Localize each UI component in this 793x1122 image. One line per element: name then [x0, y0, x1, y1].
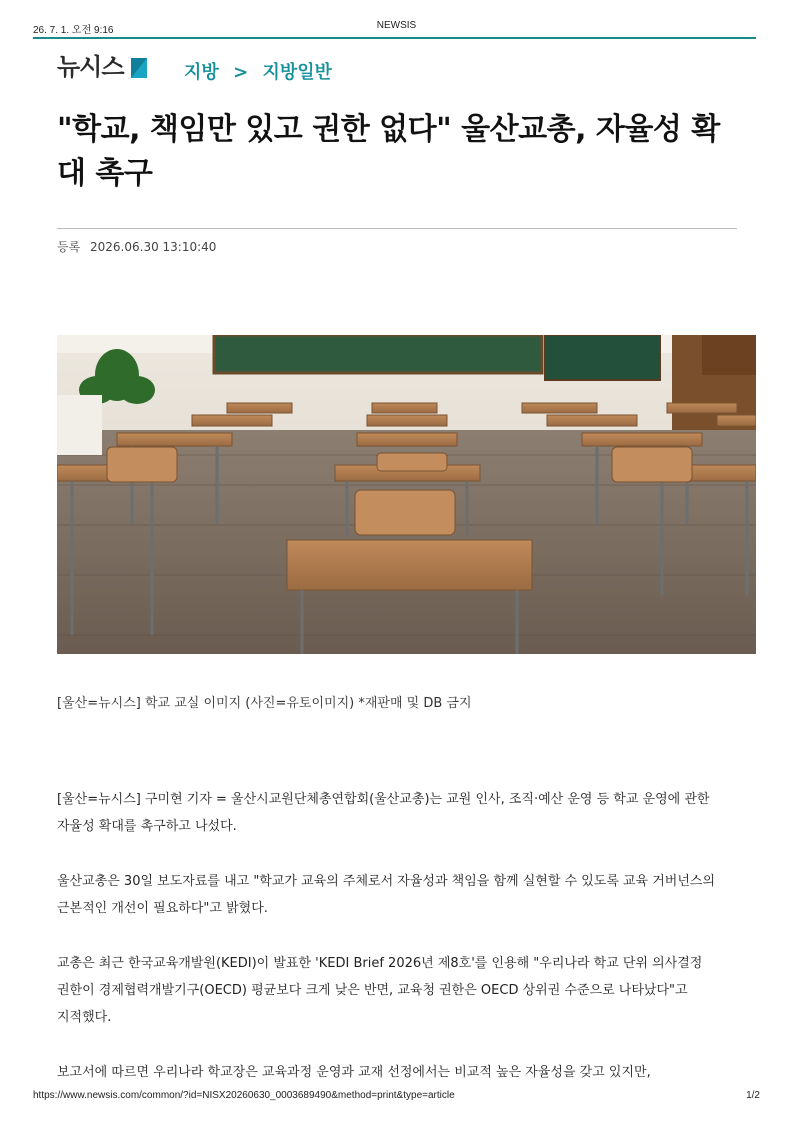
logo-text: 뉴시스 — [57, 53, 124, 81]
print-site-name: NEWSIS — [376, 20, 417, 31]
image-caption: [울산=뉴시스] 학교 교실 이미지 (사진=유토이미지) *재판매 및 DB 금지 — [57, 696, 472, 711]
header-rule — [33, 37, 756, 39]
breadcrumb-section[interactable]: 지방 — [184, 62, 219, 83]
article-paragraph: 울산교총은 30일 보도자료를 내고 "학교가 교육의 주체로서 자율성과 책임을 함께 실현할 수 있도록 교육 거버넌스의 근본적인 개선이 필요하다"고 밝혔다. — [57, 874, 716, 916]
registered-info — [57, 238, 216, 255]
article-title: "학교, 책임만 있고 권한 없다" 울산교총, 자율성 확대 촉구 — [57, 112, 720, 191]
title-divider — [57, 228, 737, 229]
article-paragraph: 보고서에 따르면 우리나라 학교장은 교육과정 운영과 교재 선정에서는 비교적 높은 자율성을 갖고 있지만, — [57, 1065, 651, 1080]
article-paragraph: [울산=뉴시스] 구미현 기자 = 울산시교원단체총연합회(울산교총)는 교원 인사, 조직·예산 운영 등 학교 운영에 관한 자율성 확대를 촉구하고 나섰다. — [57, 792, 710, 834]
newsis-logo[interactable] — [57, 54, 147, 80]
breadcrumb-separator: > — [233, 62, 249, 83]
print-datetime: 26. 7. 1. 오전 9:16 — [33, 25, 114, 36]
breadcrumb-subsection[interactable]: 지방일반 — [262, 62, 332, 83]
page-number: 1/2 — [746, 1090, 760, 1101]
registered-time: 2026.06.30 13:10:40 — [90, 240, 217, 254]
breadcrumb — [184, 58, 332, 84]
registered-label: 등록 — [57, 240, 81, 254]
article-paragraph: 교총은 최근 한국교육개발원(KEDI)이 발표한 'KEDI Brief 2026년 제8호'를 인용해 "우리나라 학교 단위 의사결정 권한이 경제협력개발기구(OECD) 평균보다 크게 낮은 반면, 교육청 권한은 OECD 상위권 수준으로 나타났다"고 지적했다. — [57, 956, 703, 1025]
article-body — [57, 786, 743, 1114]
print-url: https://www.newsis.com/common/?id=NISX20260630_0003689490&method=print&type=article — [33, 1090, 455, 1101]
article-photo — [57, 335, 756, 654]
newsis-logo-mark-icon — [127, 56, 147, 78]
